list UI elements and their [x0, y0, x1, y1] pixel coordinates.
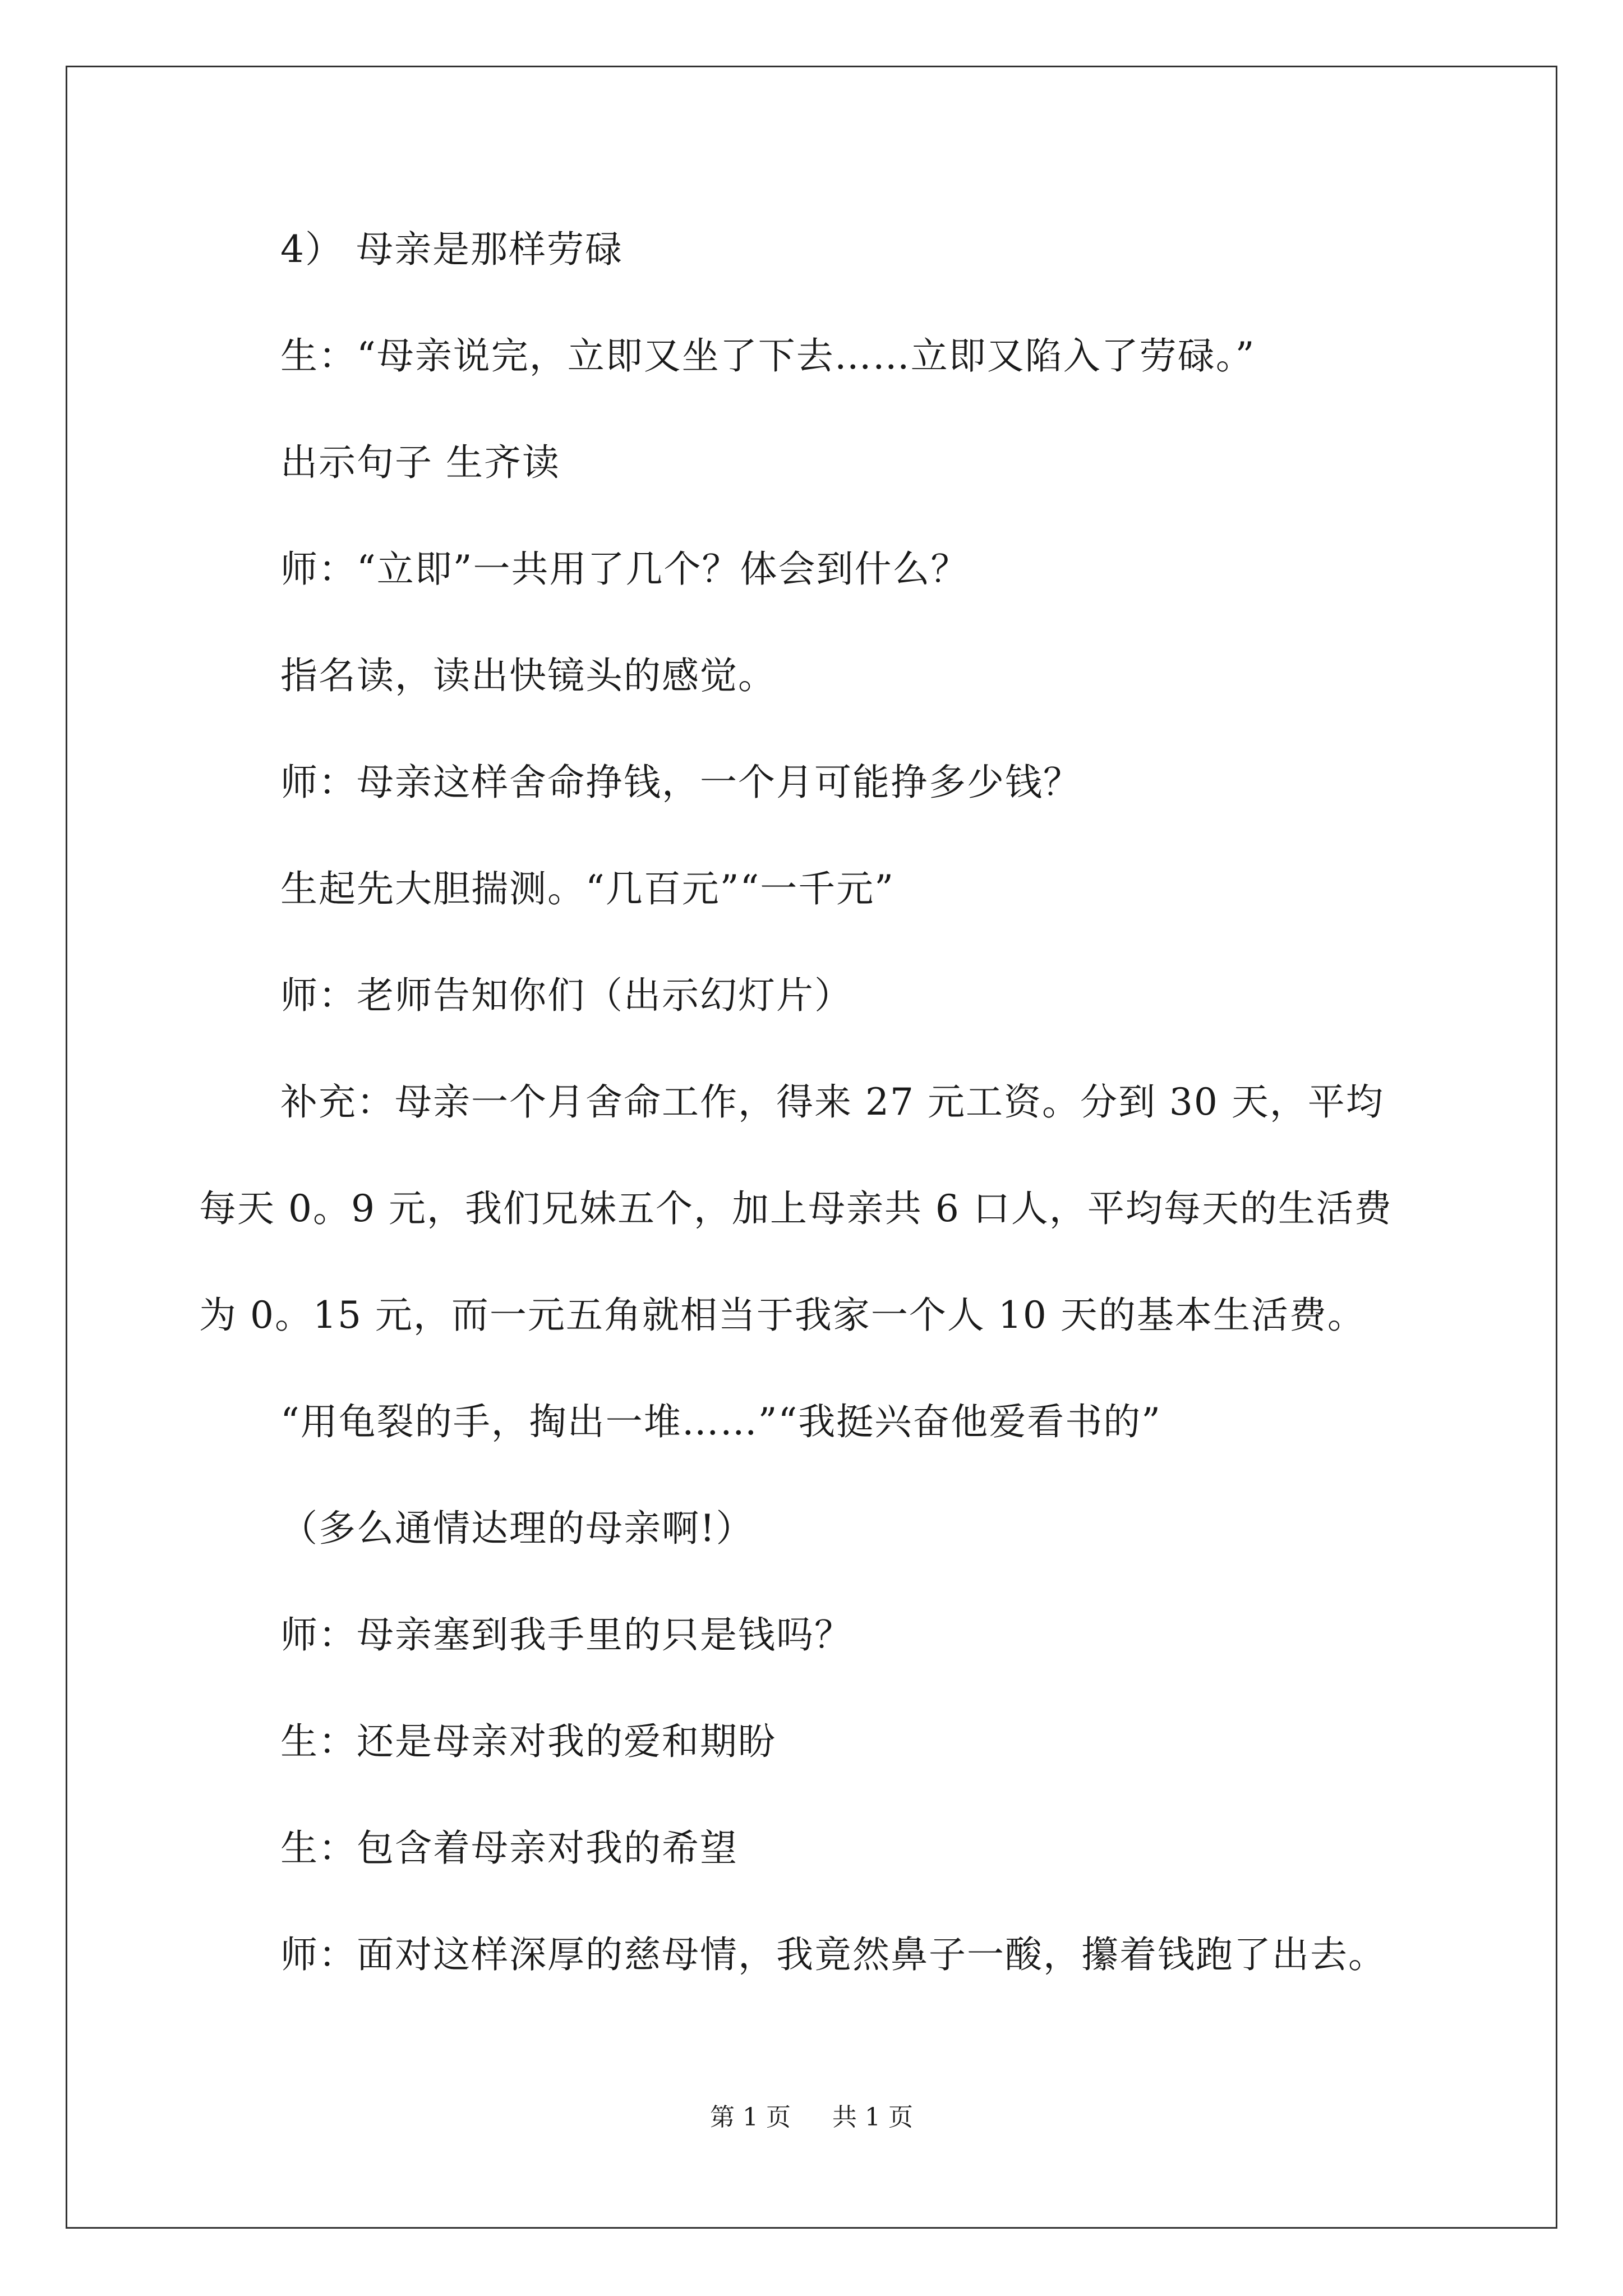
text-line: 师：面对这样深厚的慈母情，我竟然鼻子一酸，攥着钱跑了出去。 [280, 1933, 1386, 1976]
text-line: 每天 0。9 元，我们兄妹五个，加上母亲共 6 口人，平均每天的生活费 [199, 1187, 1393, 1230]
text-line: 师：母亲这样舍命挣钱，一个月可能挣多少钱？ [280, 761, 1081, 804]
text-line: 4） 母亲是那样劳碌 [280, 228, 623, 271]
page-border [66, 66, 1557, 2229]
text-line: 出示句子 生齐读 [280, 441, 560, 484]
page-number-total: 共 1 页 [832, 2103, 913, 2132]
text-line: 生：“母亲说完，立即又坐了下去……立即又陷入了劳碌。” [280, 334, 1256, 378]
text-line: 师：“立即”一共用了几个？体会到什么？ [280, 547, 969, 591]
text-line: 补充：母亲一个月舍命工作，得来 27 元工资。分到 30 天，平均 [280, 1080, 1384, 1124]
text-line: 师：母亲塞到我手里的只是钱吗？ [280, 1613, 852, 1657]
page-footer [0, 2104, 1623, 2132]
text-line: 指名读，读出快镜头的感觉。 [280, 654, 776, 697]
text-line: 生起先大胆揣测。“几百元”“一千元” [280, 867, 895, 910]
text-line: “用龟裂的手，掏出一堆……”“我挺兴奋他爱看书的” [280, 1400, 1161, 1443]
text-line: 为 0。15 元，而一元五角就相当于我家一个人 10 天的基本生活费。 [199, 1294, 1366, 1337]
text-line: 生：包含着母亲对我的希望 [280, 1826, 738, 1870]
text-line: 生：还是母亲对我的爱和期盼 [280, 1720, 776, 1763]
page-number-current: 第 1 页 [710, 2103, 791, 2132]
text-line: （多么通情达理的母亲啊!） [280, 1507, 754, 1550]
text-line: 师：老师告知你们（出示幻灯片） [280, 974, 852, 1017]
